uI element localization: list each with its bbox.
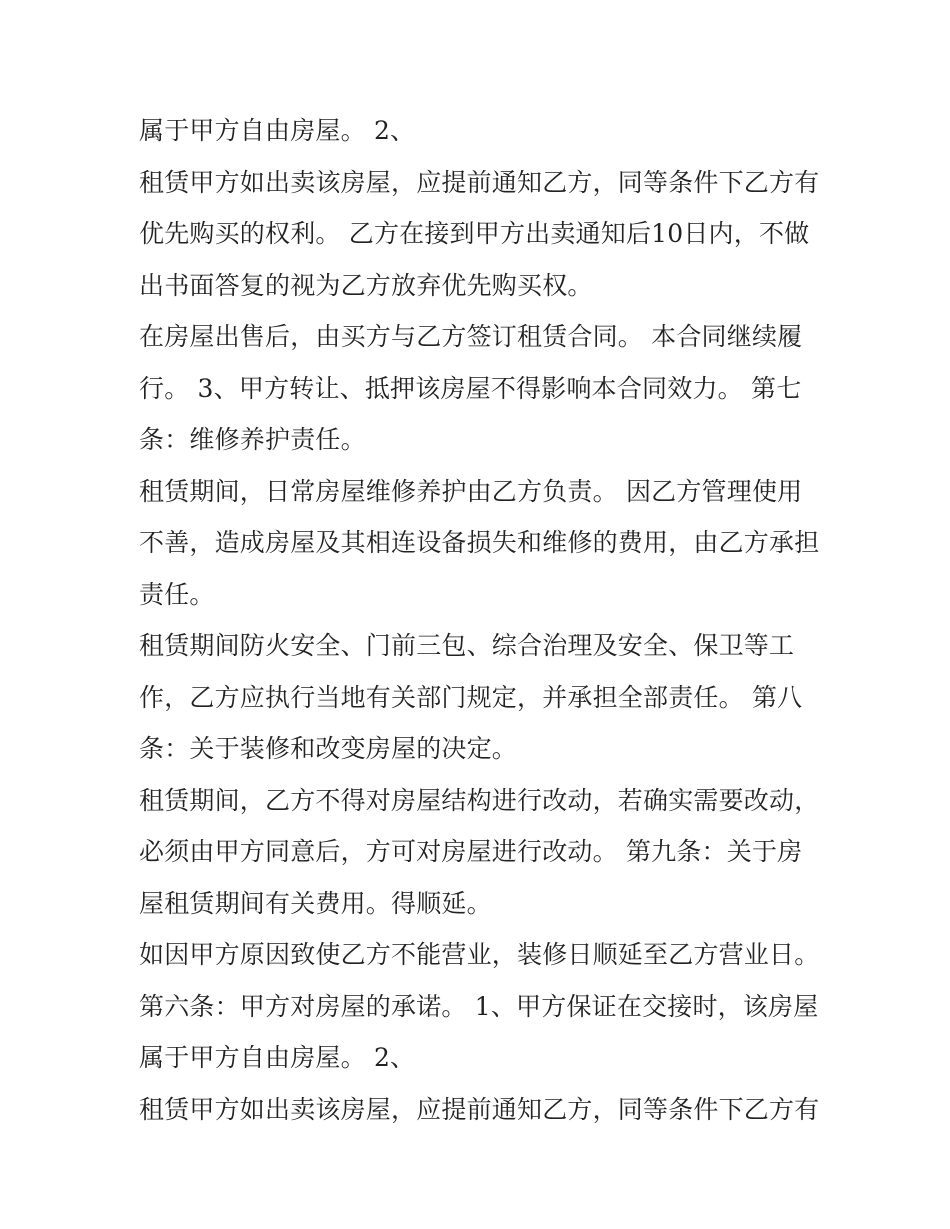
text-line: 必须由甲方同意后，方可对房屋进行改动。 第九条：关于房	[139, 837, 803, 866]
text-line: 条：维修养护责任。	[139, 425, 366, 454]
text-line: 租赁甲方如出卖该房屋，应提前通知乙方，同等条件下乙方有	[139, 1094, 820, 1124]
text-line: 如因甲方原因致使乙方不能营业，装修日顺延至乙方营业日。	[139, 940, 820, 969]
text-line: 租赁甲方如出卖该房屋，应提前通知乙方，同等条件下乙方有	[139, 167, 820, 197]
text-line: 租赁期间防火安全、门前三包、综合治理及安全、保卫等工	[139, 631, 795, 660]
text-line: 属于甲方自由房屋。 2、	[139, 1043, 416, 1072]
text-line: 责任。	[139, 579, 215, 609]
text-line: 行。 3、甲方转让、抵押该房屋不得影响本合同效力。 第七	[139, 373, 802, 403]
text-line: 优先购买的权利。 乙方在接到甲方出卖通知后10日内，不做	[139, 219, 810, 248]
text-line: 租赁期间，日常房屋维修养护由乙方负责。 因乙方管理使用	[139, 476, 803, 506]
text-line: 条：关于装修和改变房屋的决定。	[139, 734, 518, 763]
text-line: 第六条：甲方对房屋的承诺。 1、甲方保证在交接时，该房屋	[139, 991, 819, 1021]
text-line: 出书面答复的视为乙方放弃优先购买权。	[139, 270, 593, 300]
text-line: 租赁期间，乙方不得对房屋结构进行改动，若确实需要改动，	[139, 785, 820, 815]
document-body	[139, 105, 819, 1135]
text-line: 属于甲方自由房屋。 2、	[139, 116, 416, 145]
text-line: 不善，造成房屋及其相连设备损失和维修的费用，由乙方承担	[139, 528, 820, 557]
text-line: 屋租赁期间有关费用。得顺延。	[139, 888, 492, 918]
text-line: 在房屋出售后，由买方与乙方签订租赁合同。 本合同继续履	[139, 322, 803, 351]
text-line: 作，乙方应执行当地有关部门规定，并承担全部责任。 第八	[139, 682, 803, 712]
